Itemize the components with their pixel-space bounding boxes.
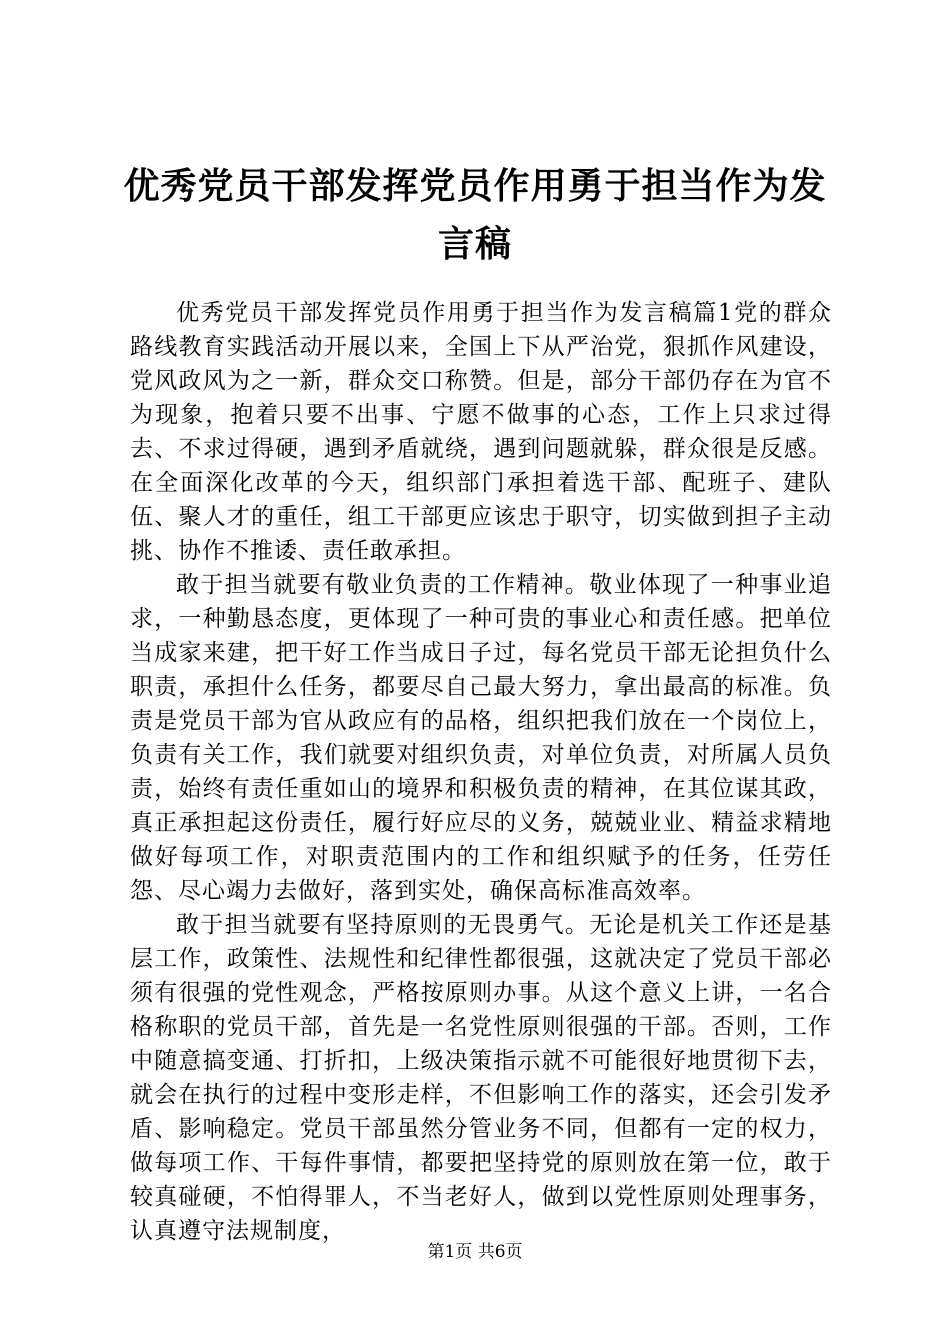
page-footer <box>0 1240 950 1264</box>
paragraph-1: 优秀党员干部发挥党员作用勇于担当作为发言稿篇1党的群众路线教育实践活动开展以来，全国上下从严治党，狠抓作风建设，党风政风为之一新，群众交口称赞。但是，部分干部仍存在为官不为现象，抱着只要不出事、宁愿不做事的心态，工作上只求过得去、不求过得硬，遇到矛盾就绕，遇到问题就躲，群众很是反感。在全面深化改革的今天，组织部门承担着选干部、配班子、建队伍、聚人才的重任，组工干部更应该忠于职守，切实做到担子主动挑、协作不推诿、责任敢承担。 <box>130 300 832 564</box>
document-title: 优秀党员干部发挥党员作用勇于担当作为发言稿 <box>123 166 827 265</box>
page-number: 第1页 共6页 <box>427 1242 523 1262</box>
document-body <box>130 296 832 1248</box>
paragraph-2: 敢于担当就要有敬业负责的工作精神。敬业体现了一种事业追求，一种勤恳态度，更体现了一种可贵的事业心和责任感。把单位当成家来建，把干好工作当成日子过，每名党员干部无论担负什么职责，承担什么任务，都要尽自己最大努力，拿出最高的标准。负责是党员干部为官从政应有的品格，组织把我们放在一个岗位上，负责有关工作，我们就要对组织负责，对单位负责，对所属人员负责，始终有责任重如山的境界和积极负责的精神，在其位谋其政，真正承担起这份责任，履行好应尽的义务，兢兢业业、精益求精地做好每项工作，对职责范围内的工作和组织赋予的任务，任劳任怨、尽心竭力去做好，落到实处，确保高标准高效率。 <box>130 572 832 904</box>
paragraph-3: 敢于担当就要有坚持原则的无畏勇气。无论是机关工作还是基层工作，政策性、法规性和纪律性都很强，这就决定了党员干部必须有很强的党性观念，严格按原则办事。从这个意义上讲，一名合格称职的党员干部，首先是一名党性原则很强的干部。否则，工作中随意搞变通、打折扣，上级决策指示就不可能很好地贯彻下去，就会在执行的过程中变形走样，不但影响工作的落实，还会引发矛盾、影响稳定。党员干部虽然分管业务不同，但都有一定的权力，做每项工作、干每件事情，都要把坚持党的原则放在第一位，敢于较真碰硬，不怕得罪人，不当老好人，做到以党性原则处理事务，认真遵守法规制度， <box>130 912 832 1244</box>
